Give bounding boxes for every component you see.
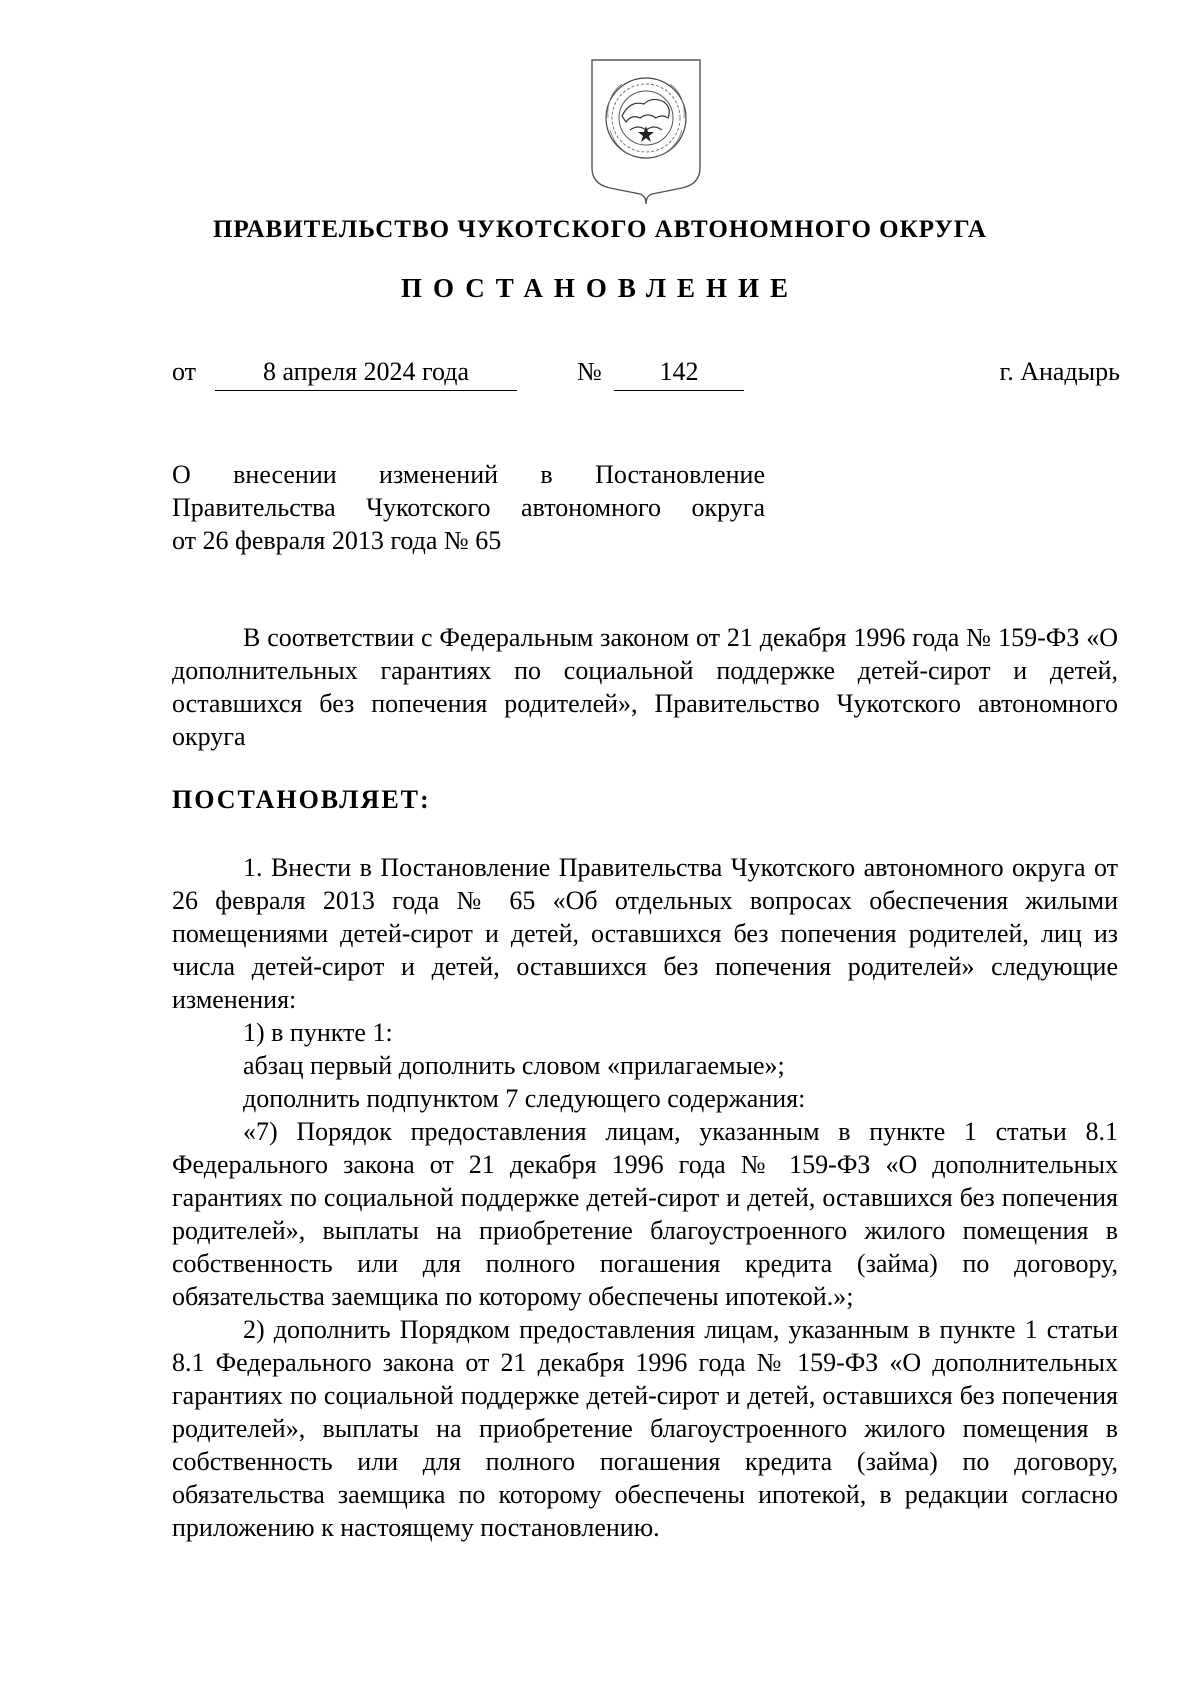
document-number: 142 [614,357,744,391]
preamble-paragraph: В соответствии с Федеральным законом от 21 декабря 1996 года № 159-ФЗ «О дополнительных гарантиях по социальной поддержке детей-сирот и детей, оставшихся без попечения родителей», Правительство Чукотского автономного округа [172,623,1118,751]
document-type-heading: ПОСТАНОВЛЕНИЕ [400,273,800,303]
body-paragraph: 1. Внести в Постановление Правительства Чукотского автономного округа от 26 февраля 2013 года № 65 «Об отдельных вопросах обеспечения жилыми помещениями детей-сирот и детей, оставшихся без попечения родителей, лиц из числа детей-сирот и детей, оставшихся без попечения родителей» следующие изменения: [172,853,1118,1014]
body-paragraph: абзац первый дополнить словом «прилагаемые»; [243,1051,785,1080]
body-paragraph: 1) в пункте 1: [243,1018,393,1047]
coat-of-arms-icon [586,56,706,206]
body-paragraph: 2) дополнить Порядком предоставления лицам, указанным в пункте 1 статьи 8.1 Федерального закона от 21 декабря 1996 года № 159-ФЗ «О дополнительных гарантиях по социальной поддержке детей-сирот и детей, оставшихся без попечения родителей», выплаты на приобретение благоустроенного жилого помещения в собственность или для полного погашения кредита (займа) по договору, обязательства заемщика по которому обеспечены ипотекой, в редакции согласно приложению к настоящему постановлению. [172,1315,1118,1542]
number-sign: № [577,357,602,386]
decree-keyword: ПОСТАНОВЛЯЕТ: [172,785,431,814]
city-label: г. Анадырь [999,357,1120,386]
document-subject [172,458,765,557]
document-date: 8 апреля 2024 года [215,357,517,391]
document-meta-row [172,357,1120,393]
coat-of-arms-emblem [586,56,706,206]
body-paragraph: «7) Порядок предоставления лицам, указанным в пункте 1 статьи 8.1 Федерального закона от 21 декабря 1996 года № 159-ФЗ «О дополнительных гарантиях по социальной поддержке детей-сирот и детей, оставшихся без попечения родителей», выплаты на приобретение благоустроенного жилого помещения в собственность или для полного погашения кредита (займа) по договору, обязательства заемщика по которому обеспечены ипотекой.»; [172,1117,1118,1311]
organization-title: ПРАВИТЕЛЬСТВО ЧУКОТСКОГО АВТОНОМНОГО ОКРУГА [212,216,987,243]
decree-body [172,851,1118,1544]
preamble-block [172,621,1118,753]
body-paragraph: дополнить подпунктом 7 следующего содержания: [243,1084,806,1113]
subject-line: Правительства Чукотского автономного округа [172,493,765,522]
subject-line: О внесении изменений в Постановление [172,460,765,489]
from-label: от [172,357,197,386]
subject-line: от 26 февраля 2013 года № 65 [172,526,502,555]
